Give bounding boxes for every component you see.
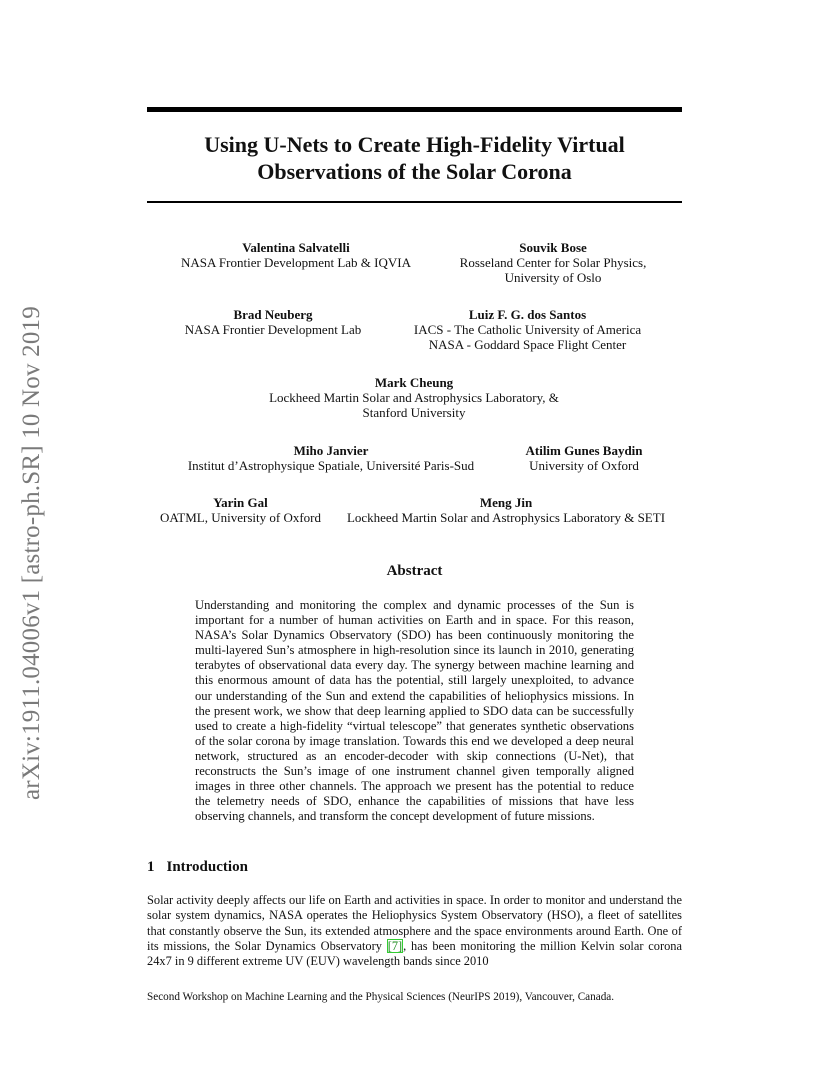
title-bottom-rule: [147, 201, 682, 203]
section-number: 1: [147, 859, 155, 875]
arxiv-identifier: arXiv:1911.04006v1 [astro-ph.SR] 10 Nov 2019: [18, 306, 45, 800]
author-name: Luiz F. G. dos Santos: [468, 307, 587, 322]
author-block: [514, 443, 654, 473]
title-top-rule: [147, 107, 682, 112]
author-name: Valentina Salvatelli: [242, 240, 350, 255]
footer-note: Second Workshop on Machine Learning and the Physical Sciences (NeurIPS 2019), Vancouver, Canada.: [147, 991, 615, 1003]
author-block: [176, 240, 416, 270]
author-name: Meng Jin: [479, 495, 533, 510]
author-name: Mark Cheung: [374, 375, 454, 390]
author-affiliation: OATML, University of Oxford: [159, 510, 322, 525]
author-affiliation: Lockheed Martin Solar and Astrophysics Laboratory & SETI: [346, 510, 666, 525]
author-affiliation: Rosseland Center for Solar Physics,: [459, 255, 647, 270]
author-block: [153, 495, 328, 525]
author-name: Souvik Bose: [519, 240, 587, 255]
abstract-heading: Abstract: [386, 563, 443, 579]
author-affiliation: Institut d’Astrophysique Spatiale, Université Paris-Sud: [187, 458, 475, 473]
paper-title: [147, 131, 682, 185]
author-block: [250, 375, 578, 420]
intro-text-part: Solar activity deeply affects our life on Earth and activities in space. In order to monitor and understand the solar system dynamics, NASA operates the Heliophysics System Observatory (HSO), a fleet of satellites that constantly observe the Sun, its extended atmosphere and the space environments around Earth. One of its missions, the Solar Dynamics Observatory: [147, 893, 682, 953]
author-affiliation: NASA Frontier Development Lab & IQVIA: [181, 255, 411, 270]
author-affiliation: University of Oslo: [504, 270, 602, 285]
title-line-1: Using U-Nets to Create High-Fidelity Virtual: [204, 132, 625, 157]
author-name: Miho Janvier: [293, 443, 369, 458]
introduction-text: [147, 893, 682, 969]
intro-text-part: , has been monitoring the million Kelvin solar corona 24x7 in 9 different extreme UV (EUV) wavelength bands since 2010: [147, 938, 682, 969]
section-heading: [147, 859, 248, 876]
author-affiliation: IACS - The Catholic University of America: [413, 322, 642, 337]
author-affiliation: University of Oxford: [529, 458, 639, 473]
author-block: [178, 307, 368, 337]
author-block: [405, 307, 650, 352]
author-affiliation: Lockheed Martin Solar and Astrophysics Laboratory, &: [269, 390, 559, 405]
author-block: [178, 443, 484, 473]
section-title: Introduction: [166, 859, 248, 875]
abstract-text: Understanding and monitoring the complex and dynamic processes of the Sun is important for a number of human activities on Earth and in space. For this reason, NASA’s Solar Dynamics Observatory (SDO) has been continuously monitoring the multi-layered Sun’s atmosphere in high-resolution since its launch in 2010, generating terabytes of observational data every day. The synergy between machine learning and this enormous amount of data has the potential, still largely unexploited, to advance our understanding of the Sun and extend the capabilities of heliophysics missions. In the present work, we show that deep learning applied to SDO data can be successfully used to create a high-fidelity “virtual telescope” that generates synthetic observations of the solar corona by image translation. Towards this end we developed a deep neural network, structured as an encoder-decoder with skip connections (U-Net), that reconstructs the Sun’s image of one instrument channel given temporally aligned images in three other channels. The approach we present has the potential to reduce the telemetry needs of SDO, enhance the capabilities of missions that have less observing channels, and transform the concept development of future missions.: [195, 598, 634, 824]
author-affiliation: NASA - Goddard Space Flight Center: [428, 337, 627, 352]
citation-link[interactable]: [7]: [387, 938, 403, 953]
author-block: [453, 240, 653, 285]
title-line-2: Observations of the Solar Corona: [257, 159, 572, 184]
author-block: [338, 495, 674, 525]
author-name: Atilim Gunes Baydin: [525, 443, 643, 458]
author-name: Yarin Gal: [213, 495, 268, 510]
author-affiliation: Stanford University: [362, 405, 466, 420]
author-affiliation: NASA Frontier Development Lab: [184, 322, 362, 337]
author-name: Brad Neuberg: [233, 307, 313, 322]
